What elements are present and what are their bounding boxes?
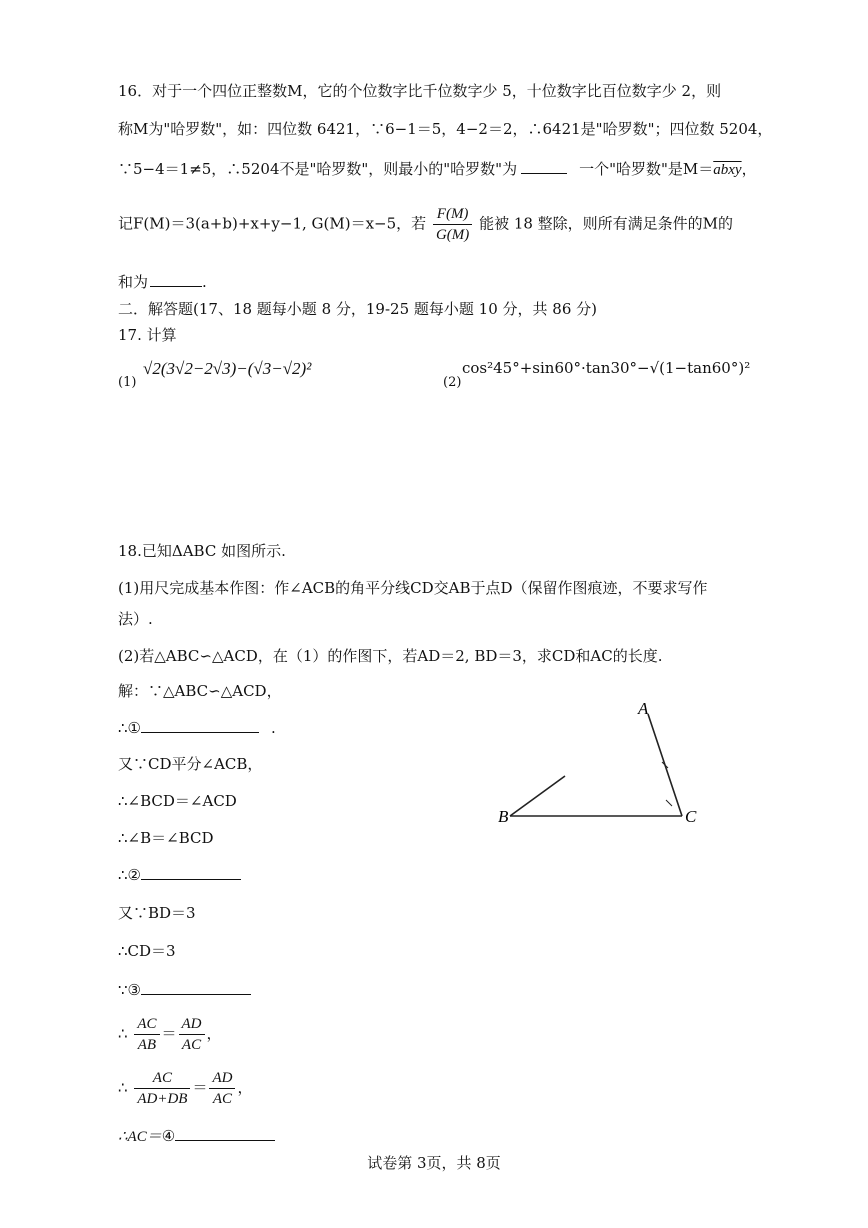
q16-line-4-text-b: 能被 18 整除，则所有满足条件的M的 — [479, 214, 734, 233]
construction-arc-mark — [662, 762, 668, 768]
q16-line-3-text: ∵5−4＝1≠5，∴5204不是"哈罗数"，则最小的"哈罗数"为 — [118, 160, 518, 178]
step-10 — [118, 1068, 252, 1109]
fraction-numerator: F(M) — [433, 204, 472, 225]
comma: ， — [741, 160, 757, 178]
step-6: 又∵BD＝3 — [118, 904, 196, 922]
q16-line-2: 称M为"哈罗数"，如：四位数 6421，∵6−1＝5，4−2＝2，∴6421是"哈罗数"；四位数 5204， — [118, 120, 773, 138]
because-symbol: ∵ — [118, 981, 128, 999]
answer-blank-step-3[interactable] — [141, 980, 251, 995]
step-4: ∴∠B＝∠BCD — [118, 829, 214, 847]
therefore-symbol: ∴ — [118, 719, 128, 737]
circled-1: ① — [127, 719, 141, 737]
period: . — [271, 719, 276, 737]
therefore-symbol: ∴ — [118, 1024, 128, 1043]
q17-part1-expression: √2(3√2−2√3)−(√3−√2)² — [143, 359, 312, 378]
circled-4: ④ — [161, 1127, 176, 1145]
step-1 — [118, 717, 276, 739]
vertex-b-label: B — [498, 807, 509, 826]
circled-3: ③ — [127, 981, 141, 999]
numerator: AC — [134, 1014, 159, 1035]
fraction-denominator: G(M) — [435, 227, 470, 243]
numerator: AC — [134, 1068, 190, 1089]
denominator: AB — [137, 1037, 157, 1053]
construction-arc-mark-2 — [666, 800, 672, 806]
answer-blank-2[interactable] — [150, 272, 202, 287]
vertex-a-label: A — [638, 699, 649, 718]
fraction-ac-ab — [134, 1014, 159, 1055]
page-footer: 试卷第 3页，共 8页 — [367, 1154, 501, 1172]
step-8 — [118, 979, 251, 1001]
step-11 — [118, 1125, 275, 1148]
q18-title: 18.已知ΔABC 如图所示. — [118, 542, 286, 560]
equals-sign: ＝ — [161, 1024, 177, 1043]
denominator: AC — [181, 1037, 202, 1053]
q18-part2: (2)若△ABC∽△ACD，在（1）的作图下，若AD＝2, BD＝3，求CD和AC的长度. — [118, 647, 663, 665]
q17-part1-label: (1) — [118, 375, 137, 390]
q16-line-4 — [118, 204, 733, 245]
step-9 — [118, 1014, 222, 1055]
answer-blank-1[interactable] — [521, 159, 567, 174]
q17-part2-expression: cos²45°+sin60°·tan30°−√(1−tan60°)² — [462, 359, 751, 377]
step-2: 又∵CD平分∠ACB， — [118, 755, 263, 773]
equals-sign: ＝ — [192, 1078, 208, 1097]
numerator: AD — [179, 1014, 205, 1035]
q16-line-4-text: 记F(M)＝3(a+b)+x+y−1, G(M)＝x−5，若 — [118, 214, 427, 233]
therefore-symbol: ∴ — [118, 1078, 128, 1097]
ac-equals: ∴AC＝ — [118, 1129, 162, 1145]
q17-title: 17. 计算 — [118, 326, 177, 344]
section-2-heading: 二．解答题(17、18 题每小题 8 分，19-25 题每小题 10 分，共 86 分) — [118, 300, 597, 318]
abxy-number: abxy — [713, 162, 742, 178]
vertex-c-label: C — [685, 807, 697, 826]
denominator: AD+DB — [137, 1091, 188, 1107]
comma: ， — [206, 1024, 222, 1043]
fraction-ac-adplusdb — [134, 1068, 190, 1109]
step-3: ∴∠BCD＝∠ACD — [118, 792, 237, 810]
answer-blank-step-1[interactable] — [141, 718, 259, 733]
side-ac — [648, 714, 682, 816]
q16-line-5-text: 和为 — [118, 273, 149, 291]
therefore-symbol: ∴ — [118, 866, 128, 884]
q16-line-5: 和为 . — [118, 273, 207, 291]
answer-blank-step-2[interactable] — [141, 865, 241, 880]
fraction-f-over-g — [433, 204, 472, 245]
q16-line-3 — [118, 158, 757, 181]
circled-2: ② — [127, 866, 141, 884]
fraction-ad-ac — [179, 1014, 205, 1055]
q18-part1-line2: 法）. — [118, 610, 153, 628]
q18-part1-line1: (1)用尺完成基本作图：作∠ACB的角平分线CD交AB于点D（保留作图痕迹，不要求写作 — [118, 579, 708, 597]
solution-start: 解：∵△ABC∽△ACD， — [118, 682, 282, 700]
step-7: ∴CD＝3 — [118, 942, 176, 960]
fraction-ad-ac-2 — [209, 1068, 235, 1109]
q17-part2-label: (2) — [443, 375, 462, 390]
q16-line-3-text-b: 一个"哈罗数"是M＝ — [579, 160, 714, 178]
numerator: AD — [209, 1068, 235, 1089]
ray-from-b — [510, 776, 565, 816]
answer-blank-step-4[interactable] — [175, 1126, 275, 1141]
step-5 — [118, 864, 241, 886]
denominator: AC — [212, 1091, 233, 1107]
q16-line-1: 16．对于一个四位正整数M，它的个位数字比千位数字少 5，十位数字比百位数字少 2，则 — [118, 82, 722, 100]
comma: ， — [237, 1078, 253, 1097]
